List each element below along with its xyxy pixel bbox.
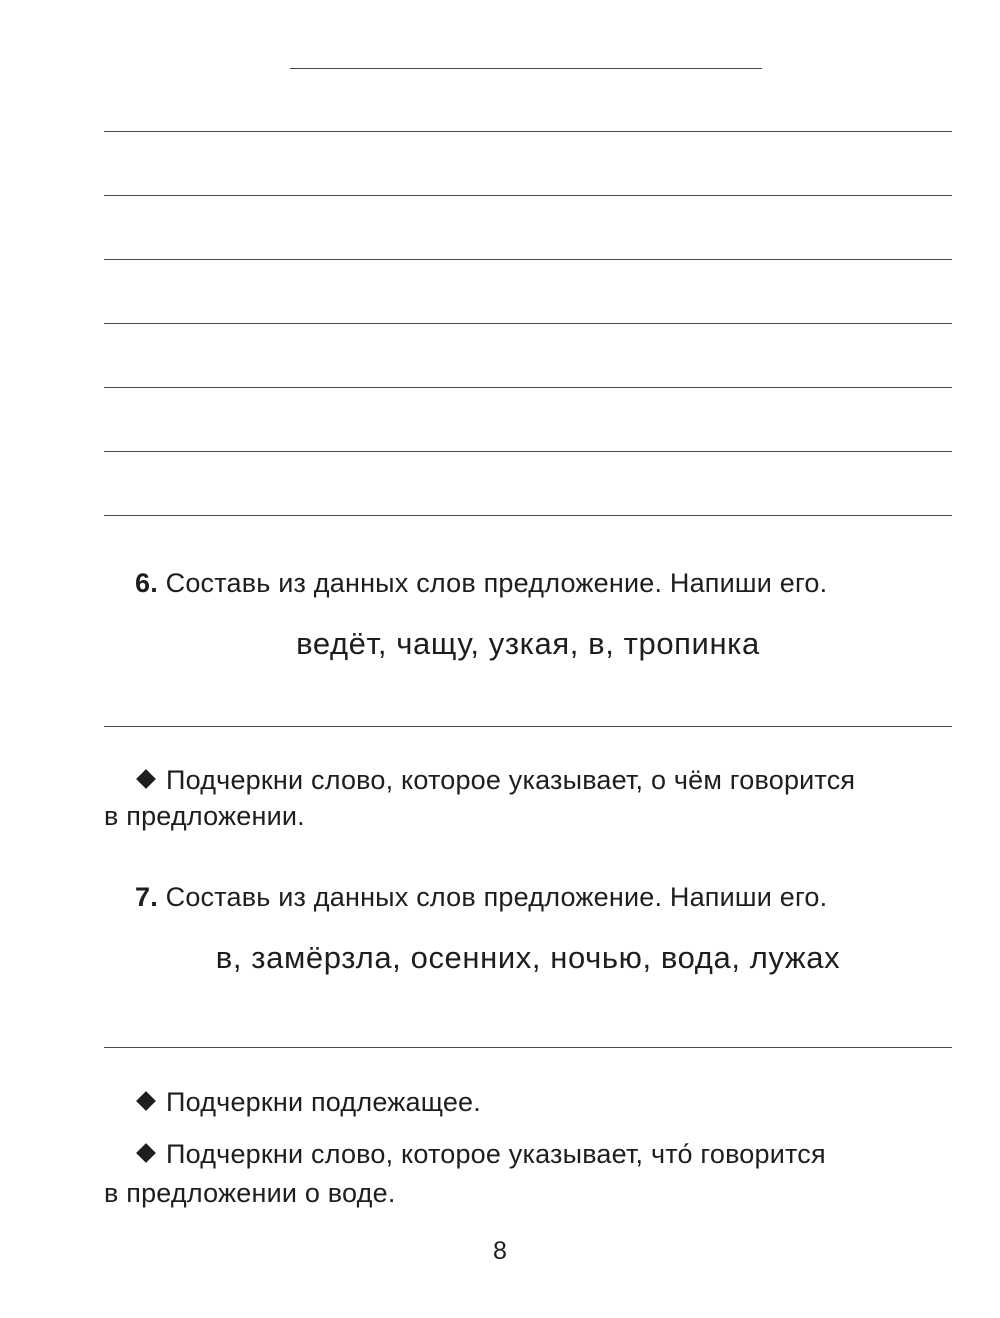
writing-line: [104, 259, 952, 260]
writing-line: [104, 451, 952, 452]
task-6-number: 6.: [135, 568, 158, 598]
task-7-subtask-2: [136, 1136, 826, 1172]
task-6-heading: [135, 565, 827, 601]
diamond-bullet-icon: [136, 769, 156, 789]
task-7-words: в, замёрзла, осенних, ночью, вода, лужах: [215, 940, 841, 975]
task-7-subtask-1: [136, 1084, 481, 1120]
writing-line: [104, 387, 952, 388]
task-6-instruction: Составь из данных слов предложение. Напиши его.: [165, 568, 828, 598]
page-number: 8: [493, 1237, 507, 1265]
task-7-subtask-1-text: Подчеркни подлежащее.: [166, 1087, 481, 1117]
task-7-subtask-2-line2: в предложении о воде.: [104, 1178, 396, 1208]
task-7-subtask-2-line1: Подчеркни слово, которое указывает, что́ говорится: [166, 1139, 826, 1169]
task-7-answer-line: [104, 1047, 952, 1048]
task-7-number: 7.: [135, 882, 158, 912]
diamond-bullet-icon: [136, 1091, 156, 1111]
writing-line: [104, 323, 952, 324]
writing-line: [104, 195, 952, 196]
task-6-subtask: [136, 762, 855, 798]
task-6-words: ведёт, чащу, узкая, в, тропинка: [296, 626, 760, 661]
writing-line: [104, 131, 952, 132]
writing-line-short: [290, 68, 762, 69]
diamond-bullet-icon: [136, 1143, 156, 1163]
task-7-instruction: Составь из данных слов предложение. Напиши его.: [165, 882, 828, 912]
task-7-heading: [135, 879, 827, 915]
task-6-subtask-line2: в предложении.: [104, 801, 305, 831]
task-6-answer-line: [104, 726, 952, 727]
task-6-subtask-line1: Подчеркни слово, которое указывает, о чём говорится: [166, 765, 856, 795]
writing-line: [104, 515, 952, 516]
